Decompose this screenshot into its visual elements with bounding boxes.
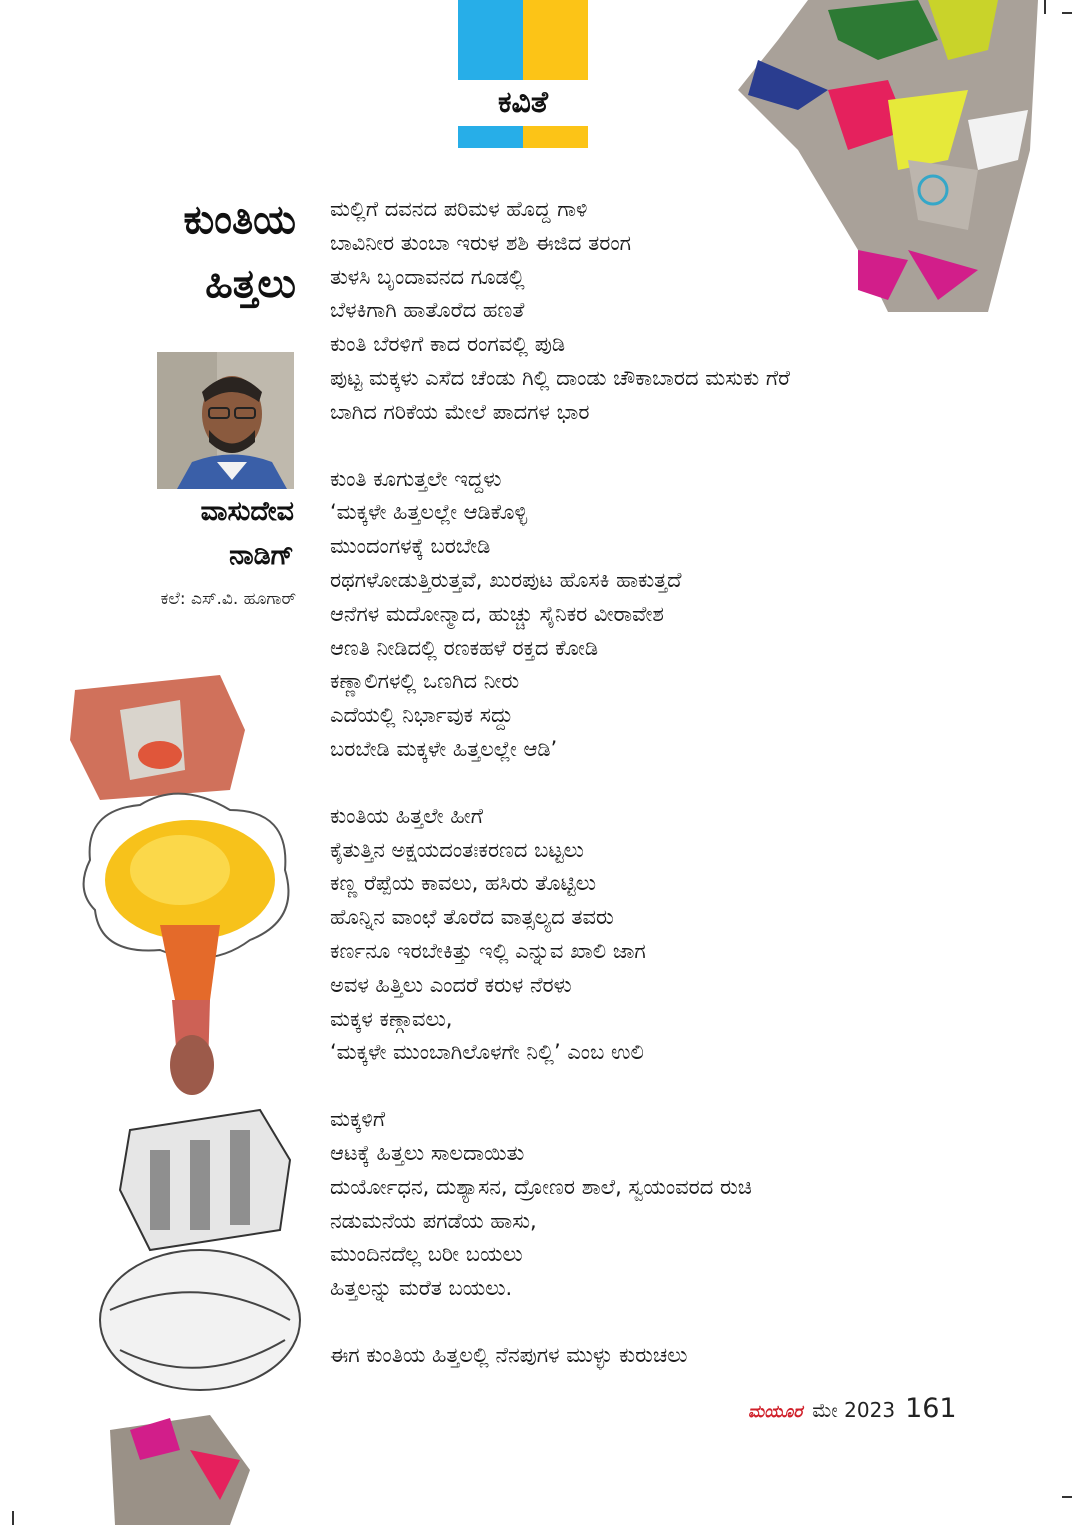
poem-line: ಪುಟ್ಟ ಮಕ್ಕಳು ಎಸೆದ ಚೆಂಡು ಗಿಲ್ಲಿ ದಾಂಡು ಚೌಕಾಬಾರದ ಮಸುಕು ಗೆರೆ [330, 365, 791, 390]
poem-line: ನಡುಮನೆಯ ಪಗಡೆಯ ಹಾಸು, [330, 1208, 537, 1233]
crop-mark [1062, 1496, 1072, 1498]
author-name-line: ವಾಸುದೇವ [200, 496, 294, 527]
art-credit: ಕಲೆ: ಎಸ್‌.ವಿ. ಹೂಗಾರ್ [160, 589, 296, 609]
poem-body [330, 193, 990, 1406]
poem-line: ಬರಬೇಡಿ ಮಕ್ಕಳೇ ಹಿತ್ತಲಲ್ಲೇ ಆಡಿ’ [330, 736, 558, 761]
poem-line: ಮಕ್ಕಳ ಕಣ್ಗಾವಲು, [330, 1006, 453, 1031]
badge-blue-block [458, 0, 523, 80]
poem-line: ಮಲ್ಲಿಗೆ ದವನದ ಪರಿಮಳ ಹೊದ್ದ ಗಾಳಿ [330, 197, 588, 221]
poem-title-line: ಕುಂತಿಯ [183, 197, 296, 243]
poem-line: ಹೊನ್ನಿನ ವಾಂಛೆ ತೊರೆದ ವಾತ್ಸಲ್ಯದ ತವರು [330, 905, 614, 930]
poem-line: ಕಣ್ಣಾಲಿಗಳಲ್ಲಿ ಒಣಗಿದ ನೀರು [330, 669, 520, 694]
badge-yellow-bar [523, 126, 588, 148]
magazine-brand: ಮಯೂರ [748, 1402, 803, 1422]
page-footer [748, 1393, 957, 1424]
poem-line: ಬೆಳಕಿಗಾಗಿ ಹಾತೊರೆದ ಹಣತೆ [330, 298, 525, 323]
poem-line: ಕುಂತಿ ಕೂಗುತ್ತಲೇ ಇದ್ದಳು [330, 466, 502, 491]
poem-line: ಕಣ್ಣ ರೆಪ್ಪೆಯ ಕಾವಲು, ಹಸಿರು ತೊಟ್ಟಿಲು [330, 871, 597, 896]
poem-line: ಈಗ ಕುಂತಿಯ ಹಿತ್ತಲಲ್ಲಿ ನೆನಪುಗಳ ಮುಳ್ಳು ಕುರುಚಲು [330, 1342, 688, 1367]
poem-line: ದುರ್ಯೋಧನ, ದುಶ್ಯಾಸನ, ದ್ರೋಣರ ಶಾಲೆ, ಸ್ವಯಂವರದ ರುಚಿ [330, 1174, 752, 1199]
crop-mark [1062, 12, 1072, 14]
poem-line: ಮುಂದಿನದೆಲ್ಲ ಬರೀ ಬಯಲು [330, 1242, 523, 1267]
poem-stanza [330, 463, 990, 767]
poem-line: ಬಾವಿನೀರ ತುಂಬಾ ಇರುಳ ಶಶಿ ಈಜಿದ ತರಂಗ [330, 230, 632, 255]
poem-line: ಆಣತಿ ನೀಡಿದಲ್ಲಿ ರಣಕಹಳೆ ರಕ್ತದ ಕೋಡಿ [330, 635, 599, 660]
section-label: ಕವಿತೆ [458, 80, 588, 124]
section-badge [458, 0, 588, 150]
poem-line: ‘ಮಕ್ಕಳೇ ಮುಂಬಾಗಿಲೊಳಗೇ ನಿಲ್ಲಿ’ ಎಂಬ ಉಲಿ [330, 1040, 644, 1065]
poem-line: ಕೈತುತ್ತಿನ ಅಕ್ಷಯದಂತಃಕರಣದ ಬಟ್ಟಲು [330, 837, 584, 862]
poem-line: ಕುಂತಿಯ ಹಿತ್ತಲೇ ಹೀಗೆ [330, 803, 483, 828]
issue-date: ಮೇ 2023 [812, 1398, 896, 1422]
poem-line: ಮುಂದಂಗಳಕ್ಕೆ ಬರಬೇಡಿ [330, 534, 491, 559]
poem-line: ತುಳಸಿ ಬೃಂದಾವನದ ಗೂಡಲ್ಲಿ [330, 264, 525, 289]
poem-stanza [330, 1103, 990, 1306]
poem-line: ಆನೆಗಳ ಮದೋನ್ಮಾದ, ಹುಚ್ಚು ಸೈನಿಕರ ವೀರಾವೇಶ [330, 601, 664, 626]
poem-line: ಕುಂತಿ ಬೆರಳಿಗೆ ಕಾದ ರಂಗವಲ್ಲಿ ಪುಡಿ [330, 332, 566, 357]
poem-line: ಅವಳ ಹಿತ್ತಿಲು ಎಂದರೆ ಕರುಳ ನೆರಳು [330, 972, 572, 997]
poem-stanza [330, 1339, 990, 1373]
poem-line: ಹಿತ್ತಲನ್ನು ಮರೆತ ಬಯಲು. [330, 1276, 513, 1301]
crop-mark [1044, 0, 1046, 14]
crop-mark [12, 1511, 14, 1525]
poem-line: ‘ಮಕ್ಕಳೇ ಹಿತ್ತಲಲ್ಲೇ ಆಡಿಕೊಳ್ಳಿ [330, 500, 528, 525]
page-number: 161 [905, 1393, 957, 1424]
left-illustration [60, 670, 310, 1525]
poem-title-line: ಹಿತ್ತಲು [205, 261, 296, 307]
author-name-line: ನಾಡಿಗ್ [229, 540, 294, 571]
poem-line: ಮಕ್ಕಳಿಗೆ [330, 1107, 386, 1132]
badge-yellow-block [523, 0, 588, 80]
author-photo [157, 352, 294, 489]
poem-title [184, 188, 296, 316]
poem-line: ಆಟಕ್ಕೆ ಹಿತ್ತಲು ಸಾಲದಾಯಿತು [330, 1140, 525, 1165]
poem-line: ಎದೆಯಲ್ಲಿ ನಿರ್ಭಾವುಕ ಸದ್ದು [330, 703, 514, 728]
poem-line: ರಥಗಳೋಡುತ್ತಿರುತ್ತವೆ, ಖುರಪುಟ ಹೊಸಕಿ ಹಾಕುತ್ತದೆ [330, 567, 682, 592]
poem-line: ಬಾಗಿದ ಗರಿಕೆಯ ಮೇಲೆ ಪಾದಗಳ ಭಾರ [330, 399, 590, 424]
poem-line: ಕರ್ಣನೂ ಇರಬೇಕಿತ್ತು ಇಲ್ಲಿ ಎನ್ನುವ ಖಾಲಿ ಜಾಗ [330, 938, 646, 963]
poem-stanza [330, 800, 990, 1070]
badge-blue-bar [458, 126, 523, 148]
author-name [201, 490, 294, 578]
poem-stanza [330, 193, 990, 430]
